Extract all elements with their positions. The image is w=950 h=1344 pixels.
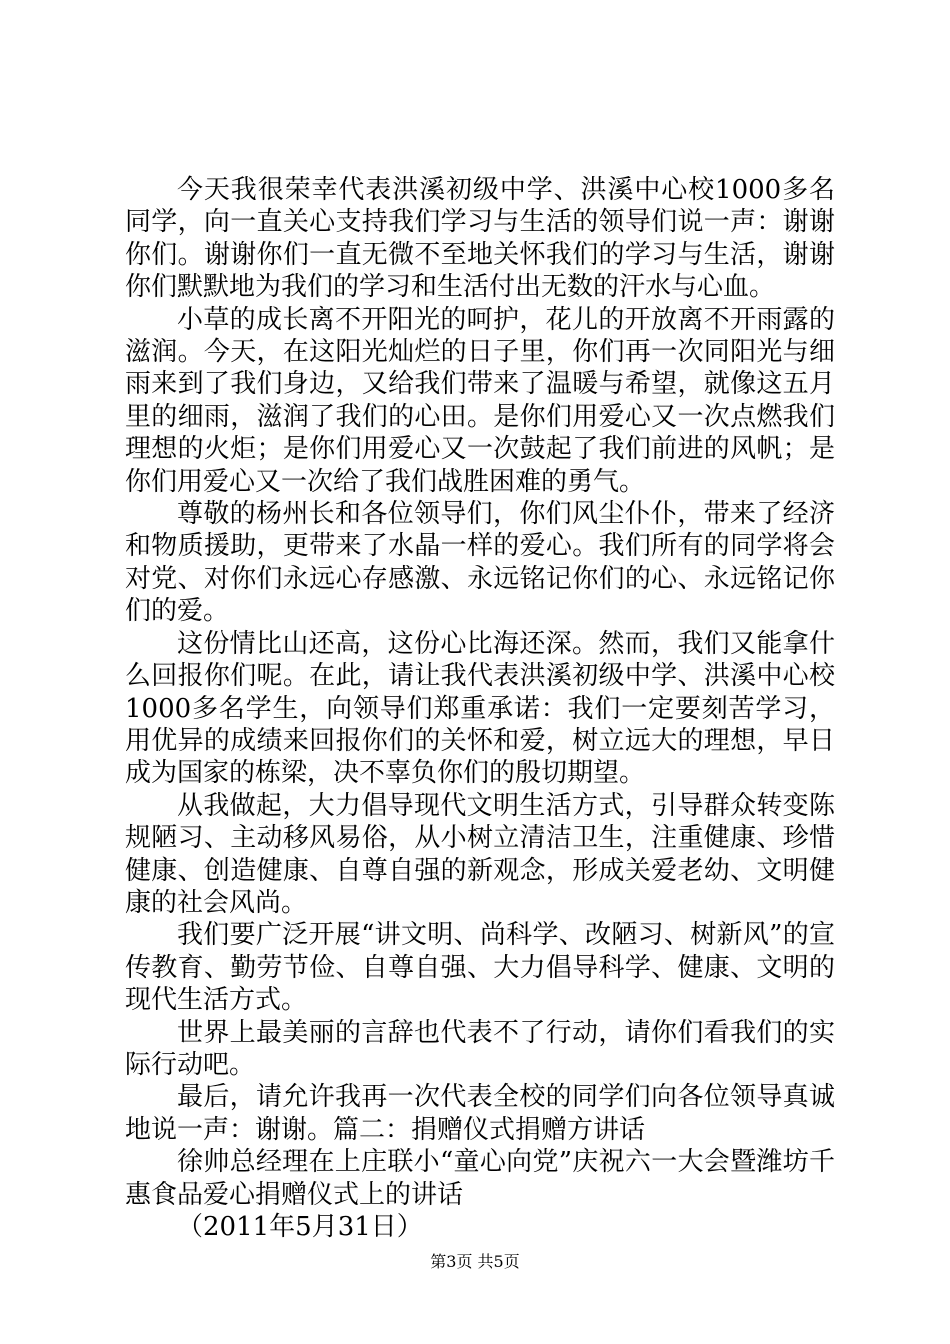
document-body [125,174,835,1243]
page-number-footer: 第3页 共5页 [430,1252,520,1271]
paragraph-4: 这份情比山还高，这份心比海还深。然而，我们又能拿什么回报你们呢。在此，请让我代表洪溪初级中学、洪溪中心校1000多名学生，向领导们郑重承诺：我们一定要刻苦学习，用优异的成绩来回报你们的关怀和爱，树立远大的理想，早日成为国家的栋梁，决不辜负你们的殷切期望。 [125,628,835,789]
paragraph-5: 从我做起，大力倡导现代文明生活方式，引导群众转变陈规陋习、主动移风易俗，从小树立清洁卫生，注重健康、珍惜健康、创造健康、自尊自强的新观念，形成关爱老幼、文明健康的社会风尚。 [125,790,835,918]
paragraph-10: （2011年5月31日） [177,1212,423,1242]
paragraph-1: 今天我很荣幸代表洪溪初级中学、洪溪中心校1000多名同学，向一直关心支持我们学习与生活的领导们说一声：谢谢你们。谢谢你们一直无微不至地关怀我们的学习与生活，谢谢你们默默地为我们的学习和生活付出无数的汗水与心血。 [125,175,835,303]
paragraph-8: 最后，请允许我再一次代表全校的同学们向各位领导真诚地说一声：谢谢。篇二：捐赠仪式捐赠方讲话 [125,1082,835,1145]
paragraph-2: 小草的成长离不开阳光的呵护，花儿的开放离不开雨露的滋润。今天，在这阳光灿烂的日子里，你们再一次同阳光与细雨来到了我们身边，又给我们带来了温暖与希望，就像这五月里的细雨，滋润了我们的心田。是你们用爱心又一次点燃我们理想的火炬；是你们用爱心又一次鼓起了我们前进的风帆；是你们用爱心又一次给了我们战胜困难的勇气。 [125,304,835,497]
paragraph-7: 世界上最美丽的言辞也代表不了行动，请你们看我们的实际行动吧。 [125,1017,835,1080]
paragraph-9: 徐帅总经理在上庄联小“童心向党”庆祝六一大会暨潍坊千惠食品爱心捐赠仪式上的讲话 [125,1147,835,1210]
paragraph-3: 尊敬的杨州长和各位领导们，你们风尘仆仆，带来了经济和物质援助，更带来了水晶一样的爱心。我们所有的同学将会对党、对你们永远心存感激、永远铭记你们的心、永远铭记你们的爱。 [125,499,835,627]
paragraph-6: 我们要广泛开展“讲文明、尚科学、改陋习、树新风”的宣传教育、勤劳节俭、自尊自强、大力倡导科学、健康、文明的现代生活方式。 [125,920,835,1016]
